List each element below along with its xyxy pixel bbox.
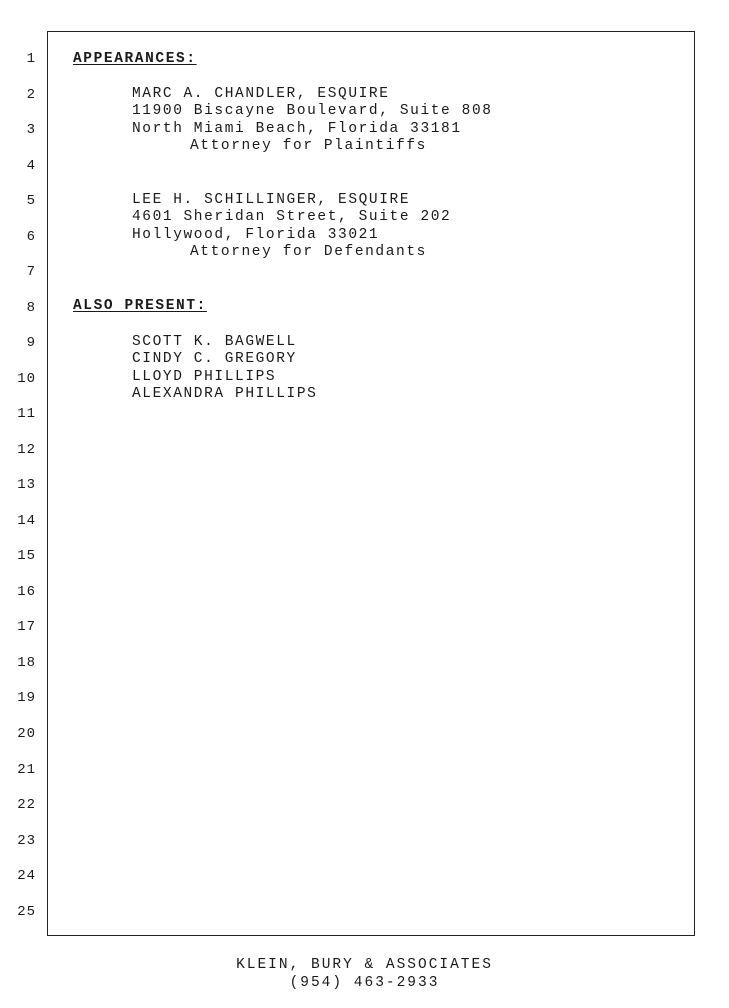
line-number: 2	[26, 87, 36, 103]
counsel-address: 11900 Biscayne Boulevard, Suite 808	[132, 103, 493, 119]
present-person: CINDY C. GREGORY	[132, 351, 297, 367]
line-number: 3	[26, 122, 36, 138]
line-number: 5	[26, 193, 36, 209]
present-person: LLOYD PHILLIPS	[132, 369, 277, 385]
present-person: SCOTT K. BAGWELL	[132, 334, 297, 350]
present-person: ALEXANDRA PHILLIPS	[132, 386, 318, 402]
line-number: 17	[17, 619, 36, 635]
line-number: 16	[17, 584, 36, 600]
line-number: 7	[26, 264, 36, 280]
line-number: 8	[26, 300, 36, 316]
line-number: 13	[17, 477, 36, 493]
line-number: 6	[26, 229, 36, 245]
counsel-address: Hollywood, Florida 33021	[132, 227, 380, 243]
line-number: 4	[26, 158, 36, 174]
appearances-heading: APPEARANCES:	[73, 51, 197, 67]
line-number: 18	[17, 655, 36, 671]
counsel-address: 4601 Sheridan Street, Suite 202	[132, 209, 452, 225]
page-border	[47, 31, 695, 936]
line-number: 20	[17, 726, 36, 742]
counsel-name: MARC A. CHANDLER, ESQUIRE	[132, 86, 390, 102]
counsel-name: LEE H. SCHILLINGER, ESQUIRE	[132, 192, 411, 208]
line-number: 22	[17, 797, 36, 813]
footer-phone: (954) 463-2933	[289, 975, 440, 991]
line-number: 14	[17, 513, 36, 529]
line-number: 21	[17, 762, 36, 778]
line-number: 11	[17, 406, 36, 422]
line-number: 15	[17, 548, 36, 564]
line-number: 24	[17, 868, 36, 884]
counsel-address: North Miami Beach, Florida 33181	[132, 121, 462, 137]
line-number: 25	[17, 904, 36, 920]
line-number: 9	[26, 335, 36, 351]
line-number: 1	[26, 51, 36, 67]
line-number: 12	[17, 442, 36, 458]
also-present-heading: ALSO PRESENT:	[73, 298, 207, 314]
line-number: 23	[17, 833, 36, 849]
footer-firm: KLEIN, BURY & ASSOCIATES	[236, 957, 493, 973]
line-number: 10	[17, 371, 36, 387]
counsel-role: Attorney for Defendants	[190, 244, 427, 260]
line-number: 19	[17, 690, 36, 706]
counsel-role: Attorney for Plaintiffs	[190, 138, 427, 154]
